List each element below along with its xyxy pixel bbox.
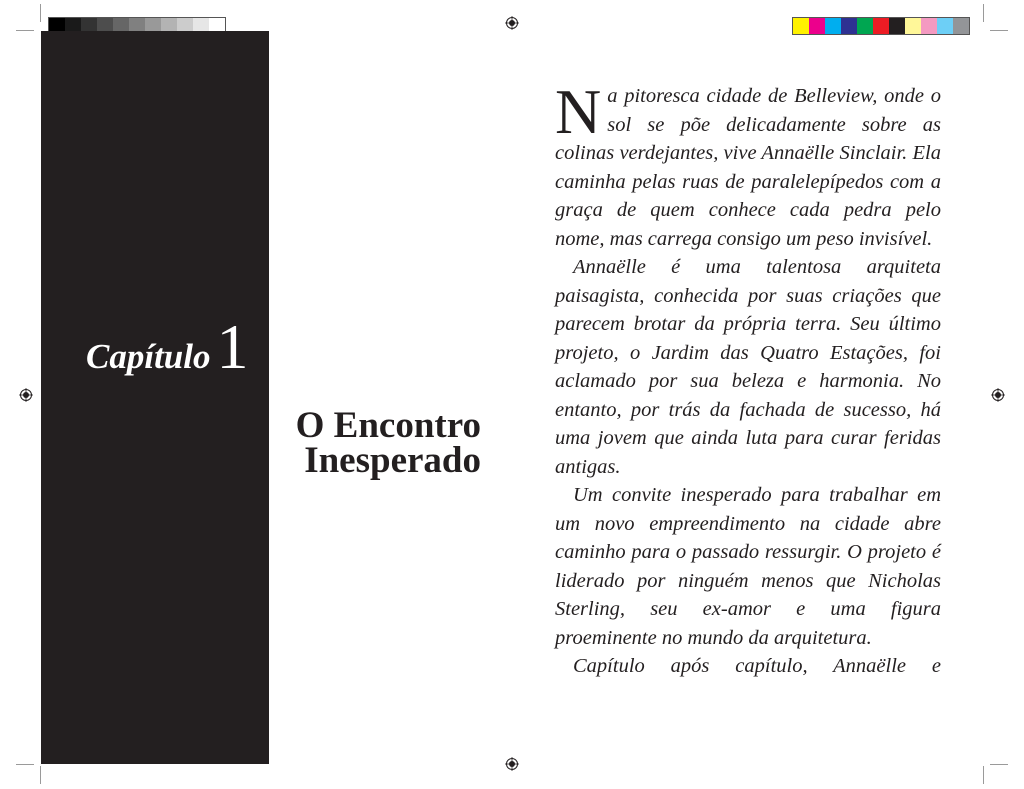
crop-mark: [16, 30, 34, 31]
drop-cap: N: [555, 76, 602, 147]
color-swatch: [889, 18, 905, 34]
chapter-label: [86, 310, 248, 384]
crop-mark: [983, 766, 984, 784]
crop-mark: [983, 4, 984, 22]
color-swatch: [937, 18, 953, 34]
crop-mark: [40, 4, 41, 22]
crop-mark: [990, 764, 1008, 765]
color-swatch: [905, 18, 921, 34]
paragraph: Annaëlle é uma talentosa arquiteta paisagista, conhecida por suas criações que parecem brotar da própria terra. Seu último projeto, o Jardim das Quatro Estações, foi aclamado por sua beleza e harmonia. No entanto, por trás da fachada de sucesso, há uma jovem que ainda luta para curar feridas antigas.: [555, 256, 941, 478]
crop-mark: [40, 766, 41, 784]
chapter-title-line: O Encontro: [295, 405, 481, 446]
chapter-word: Capítulo: [86, 337, 211, 376]
color-swatch: [809, 18, 825, 34]
color-swatch: [793, 18, 809, 34]
color-swatch: [825, 18, 841, 34]
chapter-title-line: Inesperado: [304, 440, 481, 481]
chapter-title: [271, 405, 481, 481]
color-swatch: [953, 18, 969, 34]
color-swatch: [873, 18, 889, 34]
paragraph: [555, 76, 941, 253]
body-text: [555, 76, 941, 681]
registration-mark-icon: [991, 388, 1005, 402]
paragraph: Capítulo após capítulo, Annaëlle e: [573, 655, 941, 677]
paragraph: Um convite inesperado para trabalhar em um novo empreendimento na cidade abre caminho para o passado ressurgir. O projeto é liderado por ninguém menos que Nicholas Sterling, seu ex-amor e uma figura proeminente no mundo da arquitetura.: [555, 484, 941, 649]
color-swatch: [857, 18, 873, 34]
color-bar: [792, 17, 970, 35]
registration-mark-icon: [505, 16, 519, 30]
chapter-panel: [41, 31, 269, 764]
color-swatch: [841, 18, 857, 34]
crop-mark: [16, 764, 34, 765]
paragraph-text: a pitoresca cidade de Belleview, onde o sol se põe delicadamente sobre as colinas verdejantes, vive Annaëlle Sinclair. Ela caminha pelas ruas de paralelepípedos com a graça de quem conhece cada pedra pelo nome, mas carrega consigo um peso invisível.: [555, 85, 941, 250]
registration-mark-icon: [19, 388, 33, 402]
crop-mark: [990, 30, 1008, 31]
color-swatch: [921, 18, 937, 34]
chapter-number: 1: [216, 311, 249, 382]
registration-mark-icon: [505, 757, 519, 771]
